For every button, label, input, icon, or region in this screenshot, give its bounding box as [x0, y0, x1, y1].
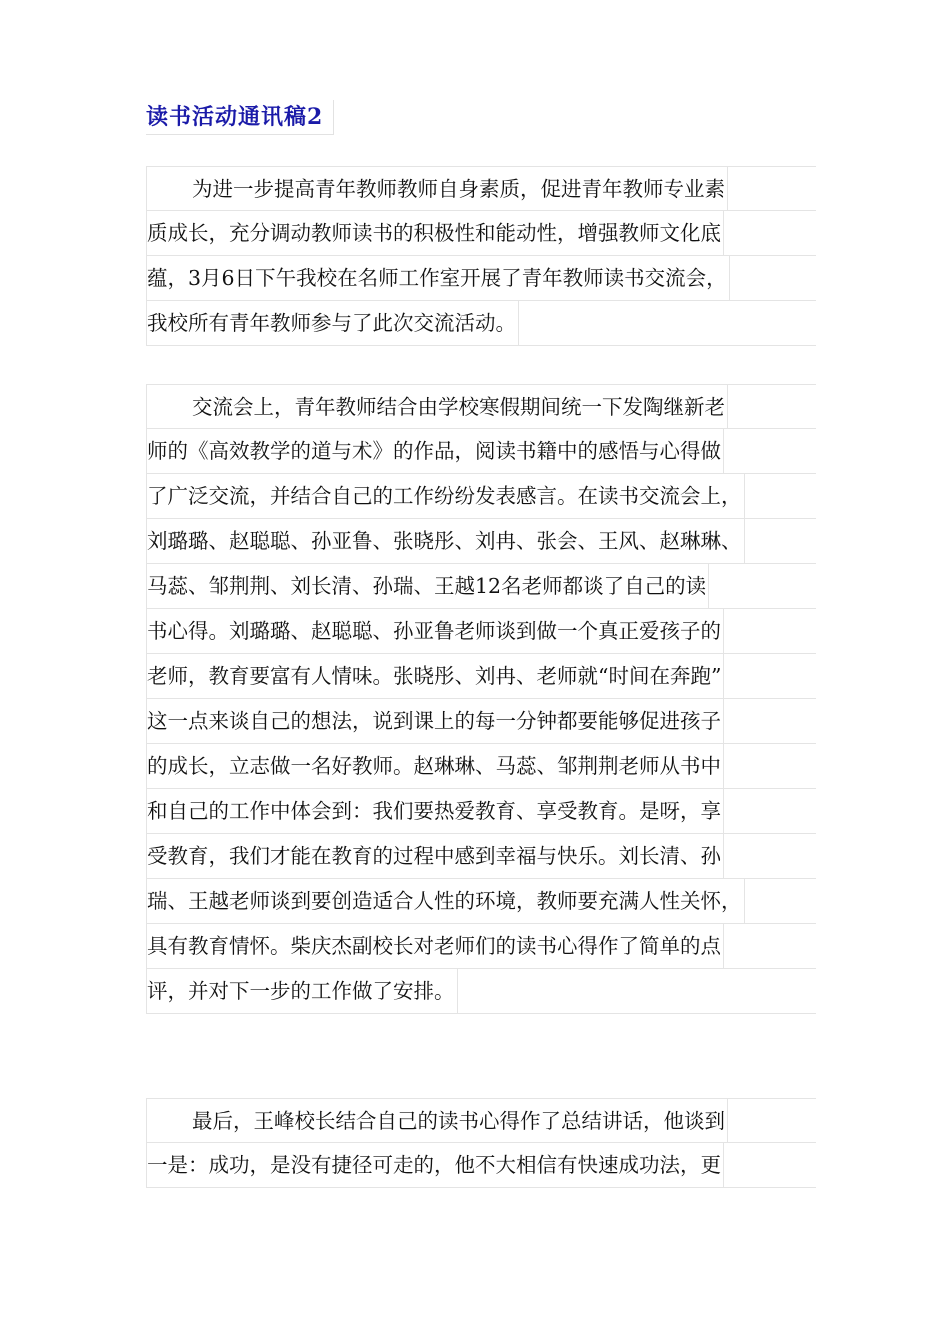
line-text: 我校所有青年教师参与了此次交流活动。 [147, 301, 519, 345]
line-text: 刘璐璐、赵聪聪、孙亚鲁、张晓彤、刘冉、张会、王风、赵琳琳、 [147, 519, 745, 563]
line-text: 了广泛交流，并结合自己的工作纷纷发表感言。在读书交流会上， [147, 474, 745, 518]
line-text: 具有教育情怀。柴庆杰副校长对老师们的读书心得作了简单的点 [147, 924, 724, 968]
line-text: 这一点来谈自己的想法，说到课上的每一分钟都要能够促进孩子 [147, 699, 724, 743]
line-text: 交流会上，青年教师结合由学校寒假期间统一下发陶继新老 [192, 385, 728, 429]
line-text: 的成长，立志做一名好教师。赵琳琳、马蕊、邹荆荆老师从书中 [147, 744, 724, 788]
paragraph-line [146, 1143, 816, 1188]
paragraph-line [146, 654, 816, 699]
line-text: 书心得。刘璐璐、赵聪聪、孙亚鲁老师谈到做一个真正爱孩子的 [147, 609, 724, 653]
paragraph-line [146, 166, 816, 211]
paragraph-line [146, 384, 816, 429]
paragraph-line [146, 301, 816, 346]
paragraph-line [146, 256, 816, 301]
line-text: 一是：成功，是没有捷径可走的，他不大相信有快速成功法，更 [147, 1143, 724, 1187]
paragraph-line [146, 699, 816, 744]
line-text: 最后，王峰校长结合自己的读书心得作了总结讲话，他谈到 [192, 1099, 728, 1143]
document-title: 读书活动通讯稿2 [146, 100, 334, 135]
line-text: 受教育，我们才能在教育的过程中感到幸福与快乐。刘长清、孙 [147, 834, 724, 878]
paragraph-line [146, 474, 816, 519]
paragraph-line [146, 211, 816, 256]
paragraph-line [146, 1098, 816, 1143]
paragraph-3 [146, 1098, 816, 1188]
paragraph-line [146, 429, 816, 474]
paragraph-line [146, 609, 816, 654]
line-text: 老师，教育要富有人情味。张晓彤、刘冉、老师就“时间在奔跑” [147, 654, 724, 698]
paragraph-line [146, 879, 816, 924]
paragraph-line [146, 969, 816, 1014]
paragraph-line [146, 519, 816, 564]
line-text: 马蕊、邹荆荆、刘长清、孙瑞、王越12名老师都谈了自己的读 [147, 564, 709, 608]
paragraph-1 [146, 166, 816, 346]
paragraph-line [146, 744, 816, 789]
line-text: 和自己的工作中体会到：我们要热爱教育、享受教育。是呀，享 [147, 789, 724, 833]
line-text: 蕴，3月6日下午我校在名师工作室开展了青年教师读书交流会， [147, 256, 730, 300]
paragraph-line [146, 924, 816, 969]
line-text: 评，并对下一步的工作做了安排。 [147, 969, 458, 1013]
line-text: 为进一步提高青年教师教师自身素质，促进青年教师专业素 [192, 167, 728, 211]
line-text: 师的《高效教学的道与术》的作品，阅读书籍中的感悟与心得做 [147, 429, 724, 473]
paragraph-line [146, 789, 816, 834]
paragraph-line [146, 564, 816, 609]
line-text: 瑞、王越老师谈到要创造适合人性的环境，教师要充满人性关怀， [147, 879, 745, 923]
line-text: 质成长，充分调动教师读书的积极性和能动性，增强教师文化底 [147, 211, 724, 255]
paragraph-2 [146, 384, 816, 1014]
paragraph-line [146, 834, 816, 879]
